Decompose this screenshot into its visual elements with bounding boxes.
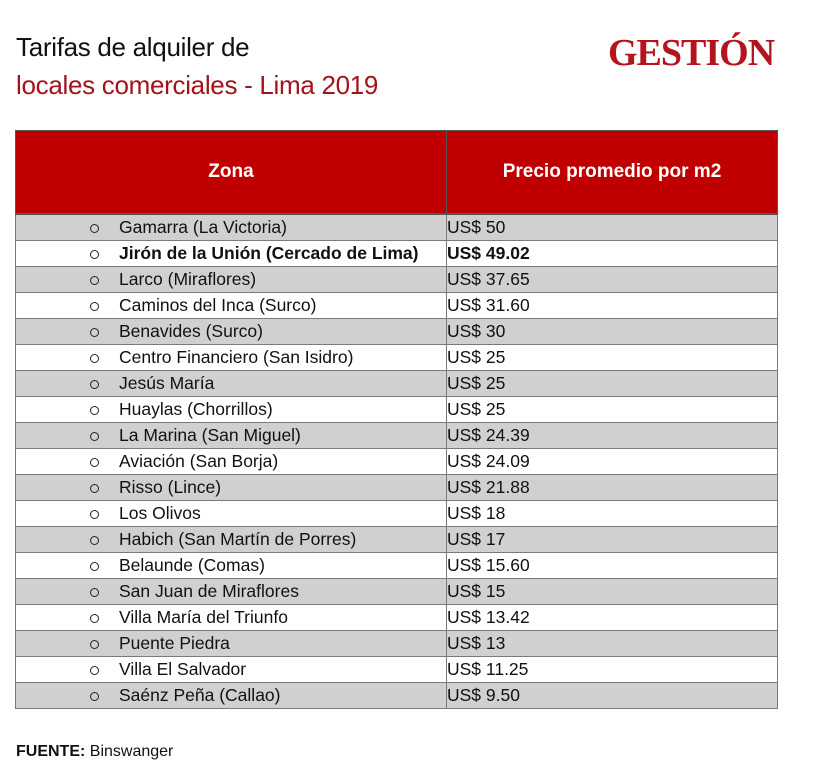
gestion-logo: GESTIÓN: [608, 32, 775, 74]
bullet-icon: [90, 692, 99, 701]
zona-label: Aviación (San Borja): [119, 451, 279, 471]
table-row: [16, 579, 778, 605]
table-row: [16, 397, 778, 423]
precio-cell: US$ 15.60: [447, 553, 778, 579]
table-row: [16, 527, 778, 553]
table-row: [16, 631, 778, 657]
bullet-icon: [90, 432, 99, 441]
table-header-row: [16, 131, 778, 215]
precio-cell: US$ 24.09: [447, 449, 778, 475]
table-row: [16, 605, 778, 631]
bullet-icon: [90, 354, 99, 363]
precio-cell: US$ 37.65: [447, 267, 778, 293]
bullet-icon: [90, 562, 99, 571]
table-row: [16, 319, 778, 345]
zona-label: Habich (San Martín de Porres): [119, 529, 357, 549]
precio-cell: US$ 25: [447, 397, 778, 423]
bullet-icon: [90, 250, 99, 259]
precio-cell: US$ 15: [447, 579, 778, 605]
zona-label: Jesús María: [119, 373, 215, 393]
bullet-icon: [90, 588, 99, 597]
precio-cell: US$ 13: [447, 631, 778, 657]
zona-label: Villa El Salvador: [119, 659, 247, 679]
zona-label: Benavides (Surco): [119, 321, 263, 341]
table-row: [16, 423, 778, 449]
source-value: Binswanger: [89, 743, 174, 760]
zona-cell: [16, 527, 447, 553]
title-line-2: locales comerciales - Lima 2019: [16, 70, 379, 100]
table-row: [16, 553, 778, 579]
zona-cell: [16, 319, 447, 345]
zona-cell: [16, 397, 447, 423]
precio-cell: US$ 24.39: [447, 423, 778, 449]
table-body: [16, 214, 778, 709]
table-row: [16, 683, 778, 709]
zona-label: Risso (Lince): [119, 477, 222, 497]
table-row: [16, 241, 778, 267]
table-row: [16, 657, 778, 683]
title-line-1: Tarifas de alquiler de: [16, 32, 250, 62]
bullet-icon: [90, 484, 99, 493]
table-row: [16, 475, 778, 501]
zona-cell: [16, 553, 447, 579]
zona-label: Caminos del Inca (Surco): [119, 295, 317, 315]
zona-label: Huaylas (Chorrillos): [119, 399, 273, 419]
table-row: [16, 345, 778, 371]
zona-label: Puente Piedra: [119, 633, 230, 653]
zona-label: Belaunde (Comas): [119, 555, 265, 575]
rates-table: [15, 130, 778, 709]
precio-cell: US$ 13.42: [447, 605, 778, 631]
bullet-icon: [90, 666, 99, 675]
zona-label: San Juan de Miraflores: [119, 581, 299, 601]
precio-cell: US$ 30: [447, 319, 778, 345]
zona-cell: [16, 605, 447, 631]
zona-cell: [16, 579, 447, 605]
zona-cell: [16, 475, 447, 501]
table-row: [16, 449, 778, 475]
zona-cell: [16, 449, 447, 475]
bullet-icon: [90, 458, 99, 467]
table-row: [16, 501, 778, 527]
zona-cell: [16, 683, 447, 709]
precio-cell: US$ 50: [447, 214, 778, 241]
bullet-icon: [90, 536, 99, 545]
zona-label: La Marina (San Miguel): [119, 425, 301, 445]
zona-label: Gamarra (La Victoria): [119, 217, 287, 237]
zona-cell: [16, 293, 447, 319]
precio-cell: US$ 25: [447, 371, 778, 397]
zona-cell: [16, 214, 447, 241]
zona-label: Los Olivos: [119, 503, 201, 523]
bullet-icon: [90, 380, 99, 389]
zona-label: Centro Financiero (San Isidro): [119, 347, 354, 367]
table-row: [16, 293, 778, 319]
table-row: [16, 267, 778, 293]
bullet-icon: [90, 276, 99, 285]
precio-cell: US$ 25: [447, 345, 778, 371]
table-row: [16, 214, 778, 241]
zona-cell: [16, 501, 447, 527]
source-note: [16, 743, 173, 761]
bullet-icon: [90, 510, 99, 519]
precio-cell: US$ 18: [447, 501, 778, 527]
bullet-icon: [90, 614, 99, 623]
precio-cell: US$ 9.50: [447, 683, 778, 709]
zona-cell: [16, 345, 447, 371]
precio-cell: US$ 49.02: [447, 241, 778, 267]
zona-label: Villa María del Triunfo: [119, 607, 288, 627]
table-row: [16, 371, 778, 397]
precio-cell: US$ 17: [447, 527, 778, 553]
precio-cell: US$ 21.88: [447, 475, 778, 501]
source-label: FUENTE:: [16, 743, 86, 760]
precio-cell: US$ 31.60: [447, 293, 778, 319]
bullet-icon: [90, 224, 99, 233]
zona-cell: [16, 631, 447, 657]
header-zona: Zona: [16, 131, 447, 215]
zona-cell: [16, 423, 447, 449]
zona-cell: [16, 267, 447, 293]
zona-label: Larco (Miraflores): [119, 269, 257, 289]
zona-label: Saénz Peña (Callao): [119, 685, 281, 705]
bullet-icon: [90, 406, 99, 415]
bullet-icon: [90, 640, 99, 649]
zona-cell: [16, 241, 447, 267]
zona-label: Jirón de la Unión (Cercado de Lima): [119, 243, 419, 263]
zona-cell: [16, 657, 447, 683]
precio-cell: US$ 11.25: [447, 657, 778, 683]
bullet-icon: [90, 302, 99, 311]
header-precio: Precio promedio por m2: [447, 131, 778, 215]
zona-cell: [16, 371, 447, 397]
bullet-icon: [90, 328, 99, 337]
